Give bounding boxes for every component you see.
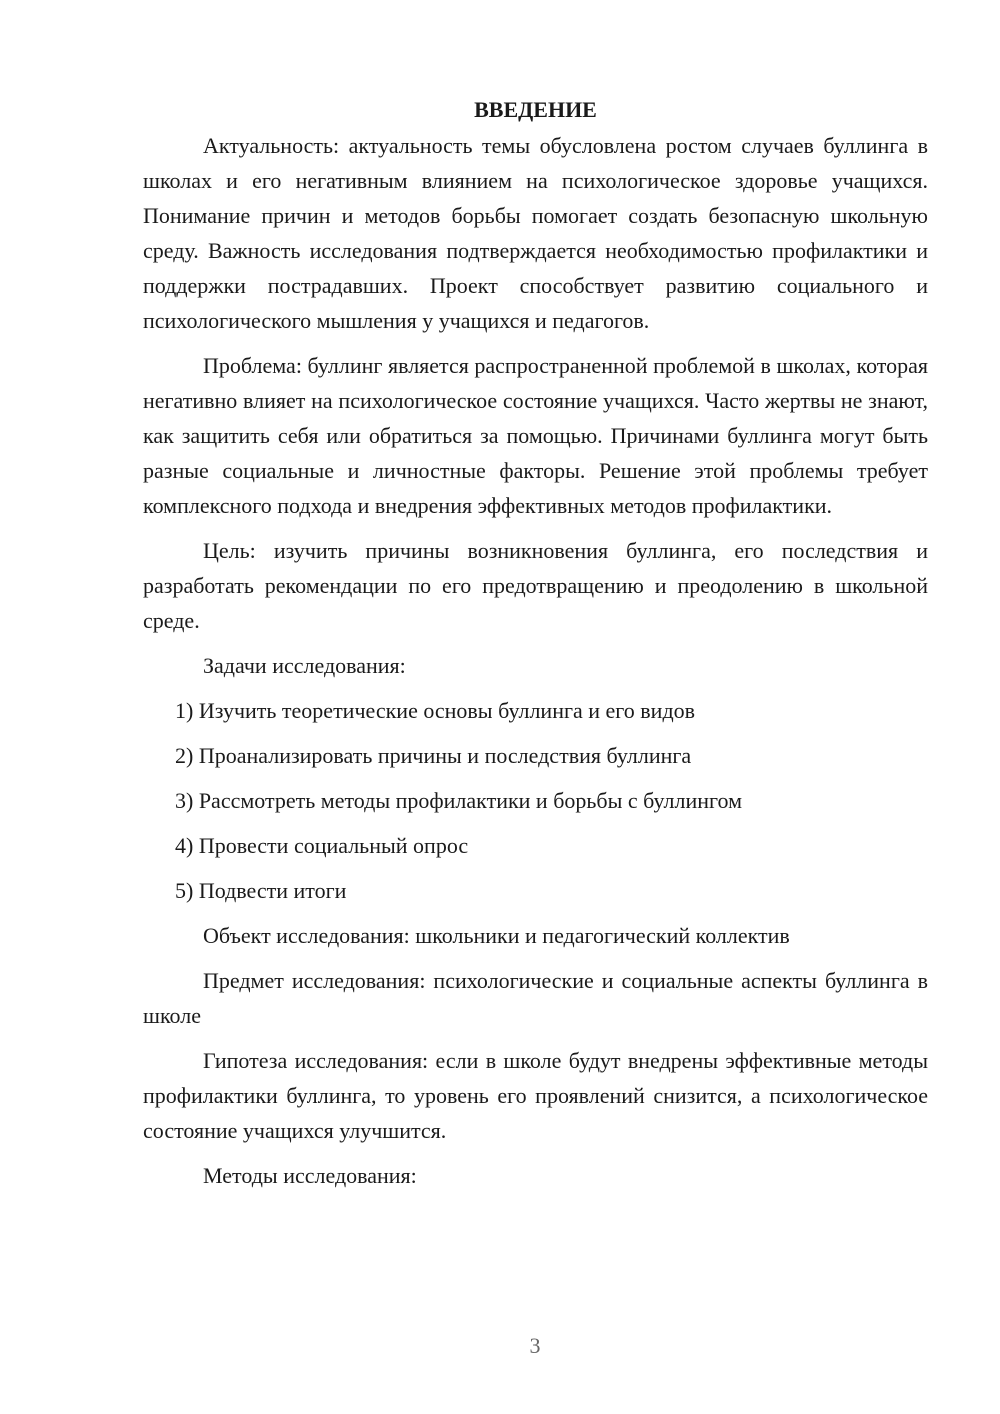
task-item: 2) Проанализировать причины и последствия буллинга	[175, 743, 692, 768]
page-number: 3	[529, 1333, 541, 1358]
methods-heading: Методы исследования:	[203, 1163, 417, 1188]
object-paragraph: Объект исследования: школьники и педагогический коллектив	[203, 923, 790, 948]
section-title: ВВЕДЕНИЕ	[474, 97, 597, 122]
task-item: 4) Провести социальный опрос	[175, 833, 469, 858]
document-page	[143, 92, 928, 1203]
goal-paragraph: Цель: изучить причины возникновения буллинга, его последствия и разработать рекомендации по его предотвращению и преодолению в школьной среде.	[143, 538, 928, 633]
hypothesis-paragraph: Гипотеза исследования: если в школе будут внедрены эффективные методы профилактики буллинга, то уровень его проявлений снизится, а психологическое состояние учащихся улучшится.	[143, 1048, 928, 1143]
problem-paragraph: Проблема: буллинг является распространенной проблемой в школах, которая негативно влияет на психологическое состояние учащихся. Часто жертвы не знают, как защитить себя или обратиться за помощью. Причинами буллинга могут быть разные социальные и личностные факторы. Решение этой проблемы требует комплексного подхода и внедрения эффективных методов профилактики.	[143, 353, 928, 518]
subject-paragraph: Предмет исследования: психологические и социальные аспекты буллинга в школе	[143, 968, 928, 1028]
task-item: 5) Подвести итоги	[175, 878, 347, 903]
task-item: 1) Изучить теоретические основы буллинга и его видов	[175, 698, 696, 723]
task-item: 3) Рассмотреть методы профилактики и борьбы с буллингом	[175, 788, 743, 813]
tasks-list	[143, 693, 928, 908]
relevance-paragraph: Актуальность: актуальность темы обусловлена ростом случаев буллинга в школах и его негативным влиянием на психологическое здоровье учащихся. Понимание причин и методов борьбы помогает создать безопасную школьную среду. Важность исследования подтверждается необходимостью профилактики и поддержки пострадавших. Проект способствует развитию социального и психологического мышления у учащихся и педагогов.	[143, 133, 928, 333]
tasks-heading: Задачи исследования:	[203, 653, 406, 678]
